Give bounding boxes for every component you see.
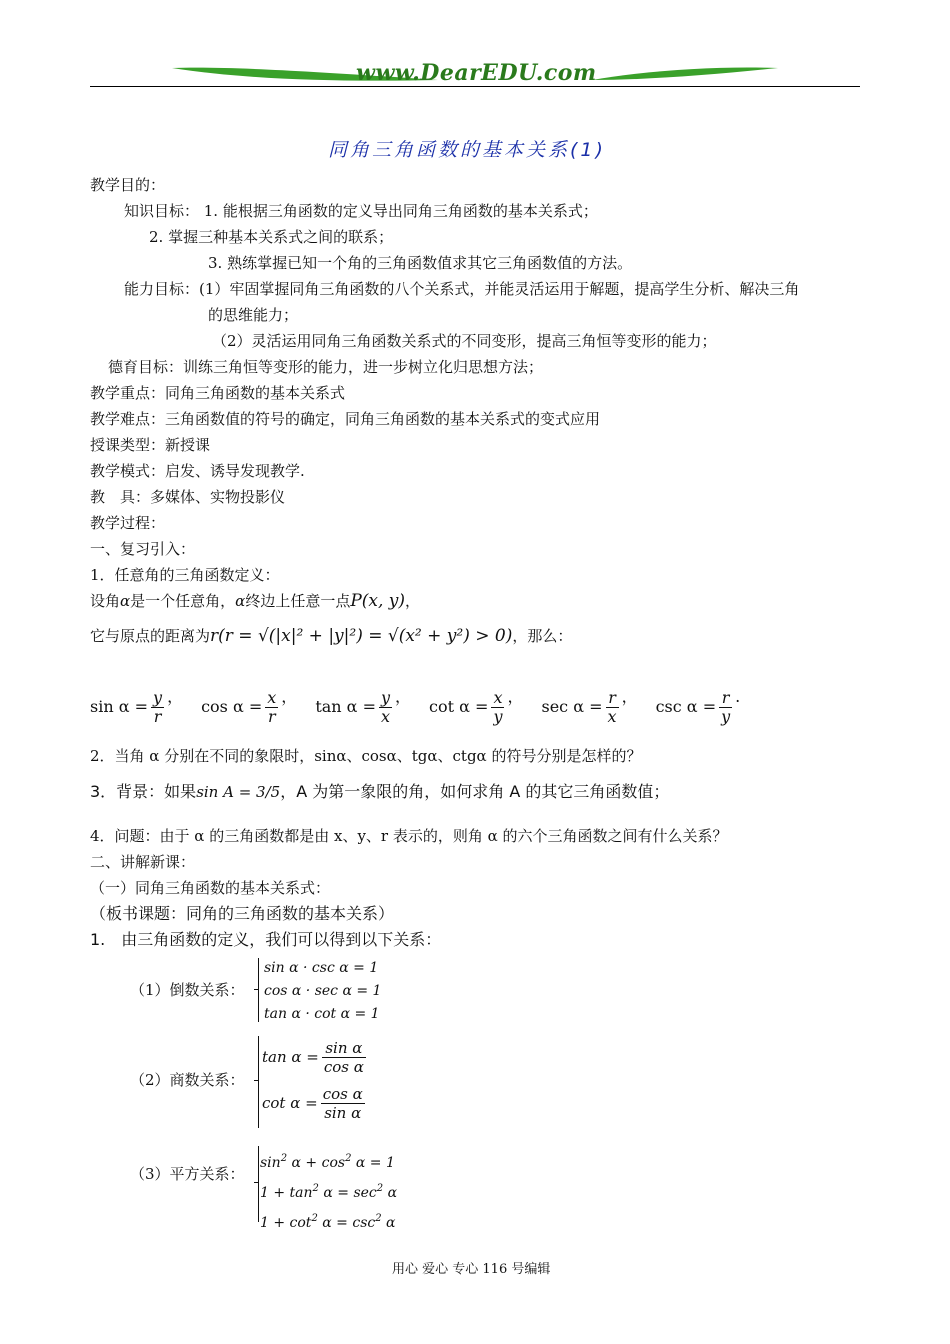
quotient-fraction bbox=[321, 1085, 365, 1122]
quotient-brace bbox=[258, 1036, 259, 1128]
fraction-numerator: x bbox=[491, 689, 504, 708]
text-distance: 它与原点的距离为 bbox=[90, 627, 211, 645]
item-2-signs: 2．当角 α 分别在不同的象限时，sinα、cosα、tgα、ctgα 的符号分别是怎样的？ bbox=[90, 747, 642, 765]
point-p: P(x, y) bbox=[350, 591, 406, 611]
item-1-definition: 1．任意角的三角函数定义： bbox=[90, 566, 280, 584]
section-new-lesson: 二、讲解新课： bbox=[90, 853, 196, 871]
fraction-numerator: y bbox=[380, 688, 391, 707]
text-then: ，那么： bbox=[512, 627, 573, 645]
definition-separator: ， bbox=[621, 687, 638, 706]
text-any-angle: 是一个任意角， bbox=[130, 592, 236, 610]
fraction-numerator: x bbox=[267, 688, 277, 707]
fraction-denominator: cos α bbox=[323, 1057, 364, 1076]
text-background-question: ，A 为第一象限的角，如何求角 A 的其它三角函数值； bbox=[280, 782, 670, 801]
definition-fraction bbox=[606, 689, 619, 726]
fraction-numerator: r bbox=[719, 689, 732, 708]
quotient-fraction bbox=[322, 1039, 366, 1076]
teaching-tools: 教 具：多媒体、实物投影仪 bbox=[90, 488, 286, 506]
square-formula-3: $1 + \cot^2 \alpha = \csc^2 \alpha$ bbox=[260, 1213, 396, 1231]
square-label: （3）平方关系： bbox=[130, 1165, 245, 1183]
teaching-focus: 教学重点：同角三角函数的基本关系式 bbox=[90, 384, 346, 402]
item-3-background bbox=[90, 782, 669, 802]
quotient-formula bbox=[262, 1080, 369, 1126]
quotient-formulas bbox=[262, 1034, 369, 1126]
header-rule bbox=[90, 86, 860, 87]
knowledge-goal-3: 3. 熟练掌握已知一个角的三角函数值求其它三角函数值的方法。 bbox=[208, 254, 633, 272]
definition-lhs: tan α = bbox=[315, 697, 376, 716]
quotient-label: （2）商数关系： bbox=[130, 1071, 245, 1089]
fraction-numerator: y bbox=[153, 688, 163, 707]
ability-goal-2: （2）灵活运用同角三角函数关系式的不同变形，提高三角恒等变形的能力； bbox=[212, 332, 717, 350]
subsection-basic-relations: （一）同角三角函数的基本关系式： bbox=[90, 879, 331, 897]
swoosh-right-icon bbox=[590, 64, 780, 84]
square-formulas bbox=[260, 1146, 397, 1236]
board-topic: （板书课题：同角的三角函数的基本关系） bbox=[90, 904, 395, 923]
quotient-lhs: cot α = bbox=[262, 1094, 318, 1112]
section-review: 一、复习引入： bbox=[90, 540, 196, 558]
teaching-process-heading: 教学过程： bbox=[90, 514, 166, 532]
trig-definition bbox=[315, 684, 411, 726]
definition-fraction bbox=[491, 689, 504, 726]
square-formula-2: $1 + \tan^2 \alpha = \sec^2 \alpha$ bbox=[260, 1183, 398, 1201]
fraction-denominator: sin α bbox=[324, 1103, 362, 1122]
reciprocal-formula: tan α · cot α = 1 bbox=[264, 1006, 380, 1022]
text-let-angle: 设角 bbox=[90, 592, 121, 610]
reciprocal-formulas bbox=[264, 957, 381, 1026]
definition-fraction bbox=[151, 689, 164, 726]
fraction-denominator: y bbox=[493, 707, 503, 726]
ability-goal-1: 能力目标：(1）牢固掌握同角三角函数的八个关系式，并能灵活运用于解题，提高学生分析、解决三角 bbox=[124, 280, 800, 298]
reciprocal-formula: cos α · sec α = 1 bbox=[264, 983, 382, 999]
definition-line-distance bbox=[90, 626, 572, 646]
quotient-lhs: tan α = bbox=[262, 1048, 319, 1066]
definition-fraction bbox=[379, 689, 392, 726]
fraction-denominator: y bbox=[721, 707, 731, 726]
teaching-goals-heading: 教学目的： bbox=[90, 176, 166, 194]
trig-definition bbox=[90, 684, 183, 726]
fraction-numerator: cos α bbox=[322, 1084, 363, 1103]
comma-sep: ， bbox=[405, 592, 421, 610]
definition-separator: ， bbox=[281, 687, 298, 706]
definition-line-angle bbox=[90, 591, 420, 611]
definition-lhs: sin α = bbox=[90, 697, 149, 716]
fraction-numerator: sin α bbox=[322, 1039, 366, 1058]
text-background: 3．背景：如果 bbox=[90, 782, 197, 801]
reciprocal-brace bbox=[258, 958, 259, 1022]
alpha-symbol: α bbox=[120, 592, 131, 610]
trig-definition bbox=[201, 684, 297, 726]
square-brace bbox=[258, 1146, 259, 1222]
quotient-formula bbox=[262, 1034, 369, 1080]
page-title: 同角三角函数的基本关系(1) bbox=[328, 139, 606, 161]
item-1-relations: 1. 由三角函数的定义，我们可以得到以下关系： bbox=[90, 930, 442, 949]
moral-goal: 德育目标：训练三角恒等变形的能力，进一步树立化归思想方法； bbox=[108, 358, 544, 376]
definition-lhs: cot α = bbox=[429, 697, 489, 716]
alpha-symbol-2: α bbox=[235, 592, 246, 610]
teaching-difficulty: 教学难点：三角函数值的符号的确定，同角三角函数的基本关系式的变式应用 bbox=[90, 410, 601, 428]
site-logo: www.DearEDU.com bbox=[356, 60, 597, 86]
reciprocal-label: （1）倒数关系： bbox=[130, 981, 245, 999]
fraction-numerator: r bbox=[606, 689, 619, 708]
text-terminal-side: 终边上任意一点 bbox=[245, 592, 351, 610]
trig-definitions bbox=[90, 684, 740, 726]
teaching-mode: 教学模式：启发、诱导发现教学. bbox=[90, 462, 305, 480]
fraction-denominator: x bbox=[380, 707, 390, 726]
trig-definition bbox=[542, 684, 638, 726]
lesson-type: 授课类型：新授课 bbox=[90, 436, 211, 454]
fraction-denominator: x bbox=[607, 707, 617, 726]
definition-fraction bbox=[719, 689, 732, 726]
definition-lhs: cos α = bbox=[201, 697, 263, 716]
item-4-question: 4．问题：由于 α 的三角函数都是由 x、y、r 表示的，则角 α 的六个三角函数之间有什么关系？ bbox=[90, 827, 728, 845]
definition-separator: ， bbox=[167, 687, 184, 706]
reciprocal-formula: sin α · csc α = 1 bbox=[264, 960, 379, 976]
definition-fraction bbox=[265, 689, 278, 726]
fraction-denominator: r bbox=[267, 707, 276, 726]
definition-separator: ， bbox=[507, 687, 524, 706]
sin-a-value: sin A = 3/5 bbox=[196, 783, 281, 801]
definition-separator: ， bbox=[395, 687, 412, 706]
page-footer: 用心 爱心 专心 116 号编辑 bbox=[392, 1262, 551, 1277]
distance-formula: r(r = √(|x|² + |y|²) = √(x² + y²) > 0) bbox=[210, 626, 513, 646]
knowledge-goal-2: 2. 掌握三种基本关系式之间的联系； bbox=[149, 228, 394, 246]
fraction-denominator: r bbox=[153, 707, 162, 726]
ability-goal-1-cont: 的思维能力； bbox=[208, 306, 299, 324]
definition-separator: . bbox=[735, 687, 741, 706]
trig-definition bbox=[429, 684, 523, 726]
definition-lhs: sec α = bbox=[541, 697, 603, 716]
square-formula-1: $\sin^2 \alpha + \cos^2 \alpha = 1$ bbox=[260, 1153, 395, 1171]
knowledge-goal-1: 知识目标： 1. 能根据三角函数的定义导出同角三角函数的基本关系式； bbox=[124, 202, 598, 220]
trig-definition bbox=[656, 687, 741, 726]
definition-lhs: csc α = bbox=[655, 697, 717, 716]
